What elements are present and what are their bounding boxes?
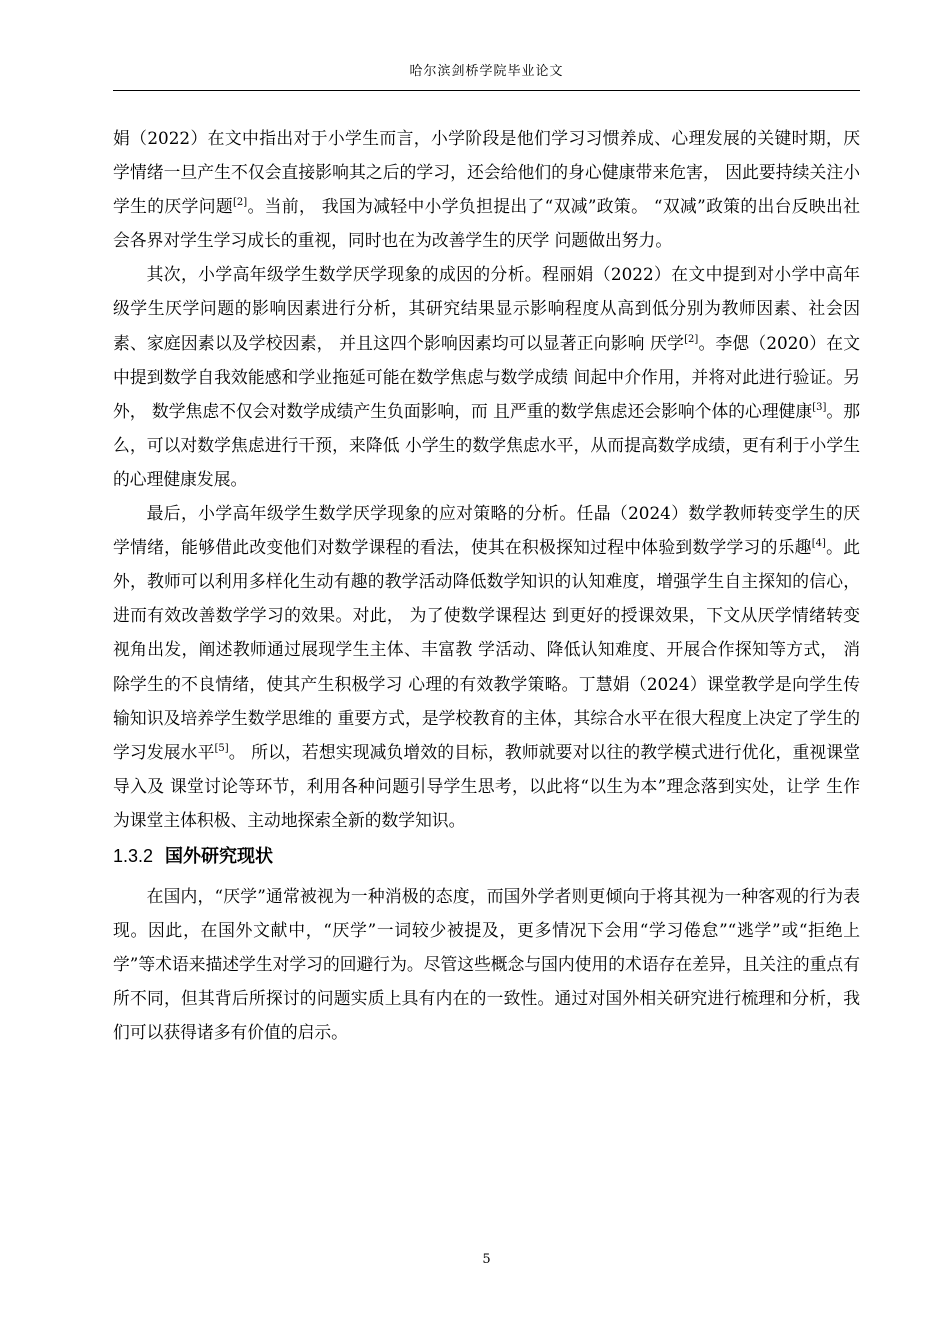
citation: [3] bbox=[812, 401, 827, 413]
citation: [4] bbox=[811, 538, 826, 550]
document-body bbox=[113, 121, 860, 1049]
running-header: 哈尔滨剑桥学院毕业论文 bbox=[409, 64, 564, 79]
paragraph bbox=[113, 496, 860, 837]
citation: [2] bbox=[684, 333, 699, 345]
paragraph-text: 。当前， 我国为减轻中小学负担提出了“双减”政策。 “双减”政策的出台反映出社会各界对学生学习成长的重视，同时也在为改善学生的厌学 问题做出努力。 bbox=[113, 196, 860, 251]
paragraph-text: 。李偲（2020）在文中提到数学自我效能感和学业拖延可能在数学焦虑与数学成绩 间起中介作用，并将对此进行验证。另外， 数学焦虑不仅会对数学成绩产生负面影响，而 且严重的数学焦虑还会影响个体的心理健康 bbox=[113, 332, 860, 421]
paragraph-text: 其次，小学高年级学生数学厌学现象的成因的分析。程丽娟（2022）在文中提到对小学中高年级学生厌学问题的影响因素进行分析，其研究结果显示影响程度从高到低分别为教师因素、社会因素、家庭因素以及学校因素， 并且这四个影响因素均可以显著正向影响 厌学 bbox=[113, 264, 860, 353]
paragraph-text: 。那么，可以对数学焦虑进行干预，来降低 小学生的数学焦虑水平，从而提高数学成绩，更有利于小学生的心理健康发展。 bbox=[113, 400, 860, 489]
paragraph-text: 最后，小学高年级学生数学厌学现象的应对策略的分析。任晶（2024）数学教师转变学生的厌学情绪，能够借此改变他们对数学课程的看法，使其在积极探知过程中体验到数学学习的乐趣 bbox=[113, 503, 860, 558]
paragraph: 在国内，“厌学”通常被视为一种消极的态度，而国外学者则更倾向于将其视为一种客观的行为表现。因此，在国外文献中，“厌学”一词较少被提及，更多情况下会用“学习倦怠”“逃学”或“拒绝上学”等术语来描述学生对学习的回避行为。尽管这些概念与国内使用的术语存在差异，且关注的重点有所不同，但其背后所探讨的问题实质上具有内在的一致性。通过对国外相关研究进行梳理和分析，我们可以获得诸多有价值的启示。 bbox=[113, 885, 860, 1043]
paragraph-text: 。 所以，若想实现减负增效的目标，教师就要对以往的教学模式进行优化，重视课堂导入及 课堂讨论等环节，利用各种问题引导学生思考，以此将“以生为本”理念落到实处，让学 生作为课堂主体积极、主动地探索全新的数学知识。 bbox=[113, 741, 860, 830]
paragraph-text: 。此外，教师可以利用多样化生动有趣的教学活动降低数学知识的认知难度，增强学生自主探知的信心，进而有效改善数学学习的效果。对此， 为了使数学课程达 到更好的授课效果，下文从厌学情绪转变视角出发，阐述教师通过展现学生主体、丰富教 学活动、降低认知难度、开展合作探知等方式， 消除学生的不良情绪，使其产生积极学习 心理的有效教学策略。丁慧娟（2024）课堂教学是向学生传输知识及培养学生数学思维的 重要方式，是学校教育的主体，其综合水平在很大程度上决定了学生的学习发展水平 bbox=[113, 537, 860, 762]
citation: [2] bbox=[233, 197, 248, 209]
page-number: 5 bbox=[482, 1252, 491, 1267]
section-number: 1.3.2 bbox=[113, 845, 154, 866]
paragraph-text: 娟（2022）在文中指出对于小学生而言，小学阶段是他们学习习惯养成、心理发展的关键时期，厌学情绪一旦产生不仅会直接影响其之后的学习，还会给他们的身心健康带来危害， 因此要持续关注小学生的厌学问题 bbox=[113, 128, 860, 217]
paragraph bbox=[113, 121, 860, 257]
header-divider bbox=[113, 90, 860, 91]
section-title: 国外研究现状 bbox=[165, 845, 274, 867]
section-heading bbox=[113, 840, 860, 873]
paragraph bbox=[113, 257, 860, 496]
citation: [5] bbox=[214, 742, 229, 754]
